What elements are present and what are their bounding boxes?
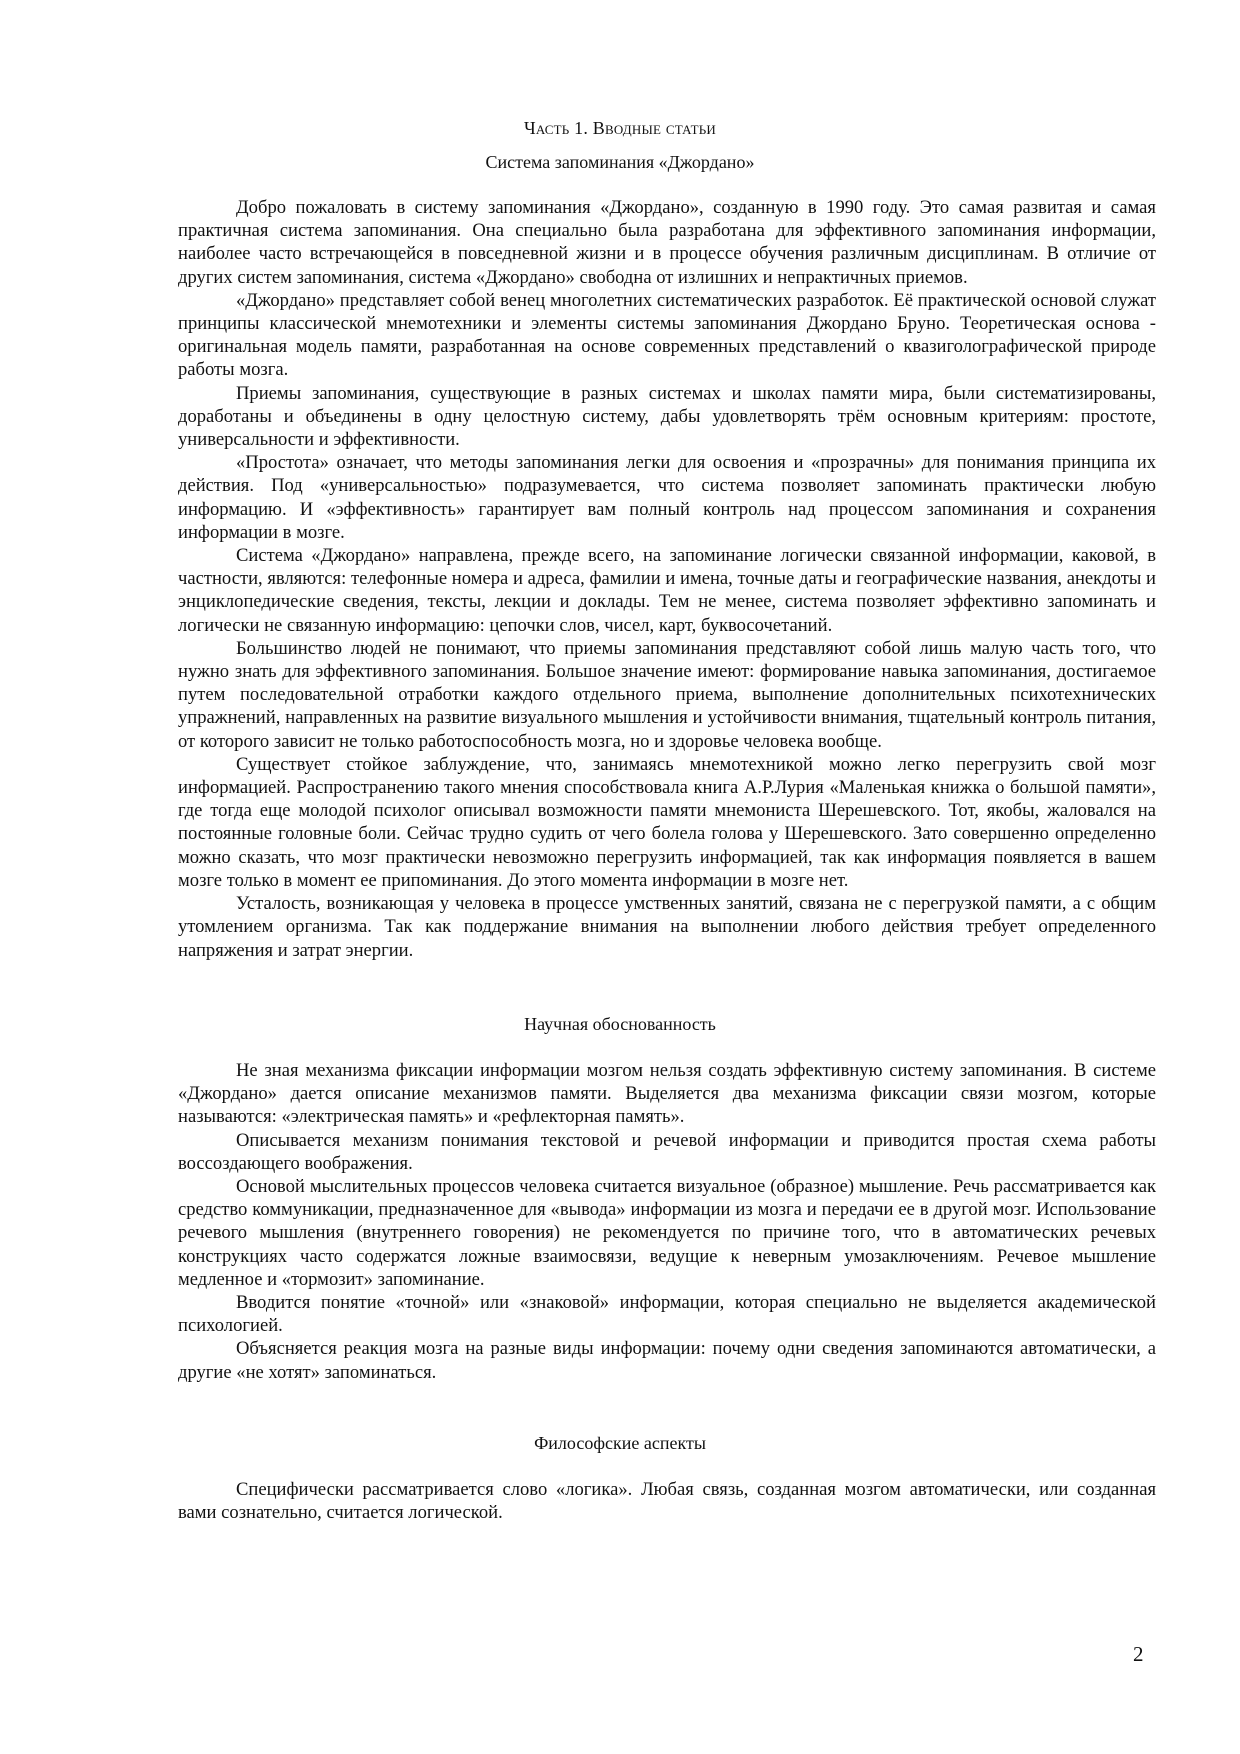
- paragraph: Основой мыслительных процессов человека считается визуальное (образное) мышление. Речь рассматривается как средство коммуникации, предназначенное для «вывода» информации из мозга и передачи ее в другой мозг. Использование речевого мышления (внутреннего говорения) не рекомендуется по причине того, что в автоматических речевых конструкциях часто содержатся ложные взаимосвязи, ведущие к неверным умозаключениям. Речевое мышление медленное и «тормозит» запоминание.: [178, 1176, 1156, 1290]
- paragraph: Описывается механизм понимания текстовой и речевой информации и приводится простая схема работы воссоздающего воображения.: [178, 1129, 1156, 1174]
- paragraph: Большинство людей не понимают, что приемы запоминания представляют собой лишь малую часть того, что нужно знать для эффективного запоминания. Большое значение имеют: формирование навыка запоминания, достигаемое путем последовательной отработки каждого отдельного приема, выполнение дополнительных психотехнических упражнений, направленных на развитие визуального мышления и устойчивости внимания, тщательный контроль питания, от которого зависит не только работоспособность мозга, но и здоровье человека вообще.: [178, 637, 1156, 752]
- paragraph: Вводится понятие «точной» или «знаковой» информации, которая специально не выделяется академической психологией.: [178, 1292, 1156, 1337]
- page-number: 2: [1133, 1642, 1144, 1666]
- paragraph: «Джордано» представляет собой венец многолетних систематических разработок. Её практической основой служат принципы классической мнемотехники и элементы системы запоминания Джордано Бруно. Теоретическая основа - оригинальная модель памяти, разработанная на основе современных представлений о квазиголографической природе работы мозга.: [178, 289, 1156, 381]
- section-title-scientific-basis: Научная обоснованность: [524, 1014, 716, 1034]
- paragraph: Специфически рассматривается слово «логика». Любая связь, созданная мозгом автоматически, или созданная вами сознательно, считается логической.: [178, 1479, 1156, 1524]
- section-body-philosophical-aspects: [178, 1478, 1156, 1524]
- paragraph: «Простота» означает, что методы запоминания легки для освоения и «прозрачны» для понимания принципа их действия. Под «универсальностью» подразумевается, что система позволяет запоминать практически любую информацию. И «эффективность» гарантирует вам полный контроль над процессом запоминания и сохранения информации в мозге.: [178, 452, 1156, 543]
- paragraph: Система «Джордано» направлена, прежде всего, на запоминание логически связанной информации, каковой, в частности, являются: телефонные номера и адреса, фамилии и имена, точные даты и географические названия, анекдоты и энциклопедические сведения, тексты, лекции и доклады. Тем не менее, система позволяет эффективно запоминать и логически не связанную информацию: цепочки слов, чисел, карт, буквосочетаний.: [178, 545, 1156, 636]
- paragraph: Усталость, возникающая у человека в процессе умственных занятий, связана не с перегрузкой памяти, а с общим утомлением организма. Так как поддержание внимания на выполнении любого действия требует определенного напряжения и затрат энергии.: [178, 893, 1156, 961]
- paragraph: Объясняется реакция мозга на разные виды информации: почему одни сведения запоминаются автоматически, а другие «не хотят» запоминаться.: [178, 1338, 1156, 1383]
- section-title-giordano-system: Система запоминания «Джордано»: [485, 152, 755, 172]
- paragraph: Добро пожаловать в систему запоминания «Джордано», созданную в 1990 году. Это самая развитая и самая практичная система запоминания. Она специально была разработана для эффективного запоминания информации, наиболее часто встречающейся в повседневной жизни и в процессе обучения различным дисциплинам. В отличие от других систем запоминания, система «Джордано» свободна от излишних и непрактичных приемов.: [178, 197, 1156, 288]
- paragraph: Существует стойкое заблуждение, что, занимаясь мнемотехникой можно легко перегрузить свой мозг информацией. Распространению такого мнения способствовала книга А.Р.Лурия «Маленькая книжка о большой памяти», где тогда еще молодой психолог описывал возможности памяти мнемониста Шерешевского. Тот, якобы, жаловался на постоянные головные боли. Сейчас трудно судить от чего болела голова у Шерешевского. Зато совершенно определенно можно сказать, что мозг практически невозможно перегрузить информацией, так как информация появляется в вашем мозге только в момент ее припоминания. До этого момента информации в мозге нет.: [178, 753, 1156, 891]
- section-body-giordano-system: [178, 196, 1156, 962]
- paragraph: Приемы запоминания, существующие в разных системах и школах памяти мира, были систематизированы, доработаны и объединены в одну целостную систему, дабы удовлетворять трём основным критериям: простоте, универсальности и эффективности.: [178, 382, 1156, 451]
- part-title: Часть 1. Вводные статьи: [523, 118, 717, 138]
- paragraph: Не зная механизма фиксации информации мозгом нельзя создать эффективную систему запоминания. В системе «Джордано» дается описание механизмов памяти. Выделяется два механизма фиксации связи мозгом, которые называются: «электрическая память» и «рефлекторная память».: [178, 1060, 1156, 1128]
- section-title-philosophical-aspects: Философские аспекты: [534, 1433, 706, 1453]
- section-body-scientific-basis: [178, 1059, 1156, 1384]
